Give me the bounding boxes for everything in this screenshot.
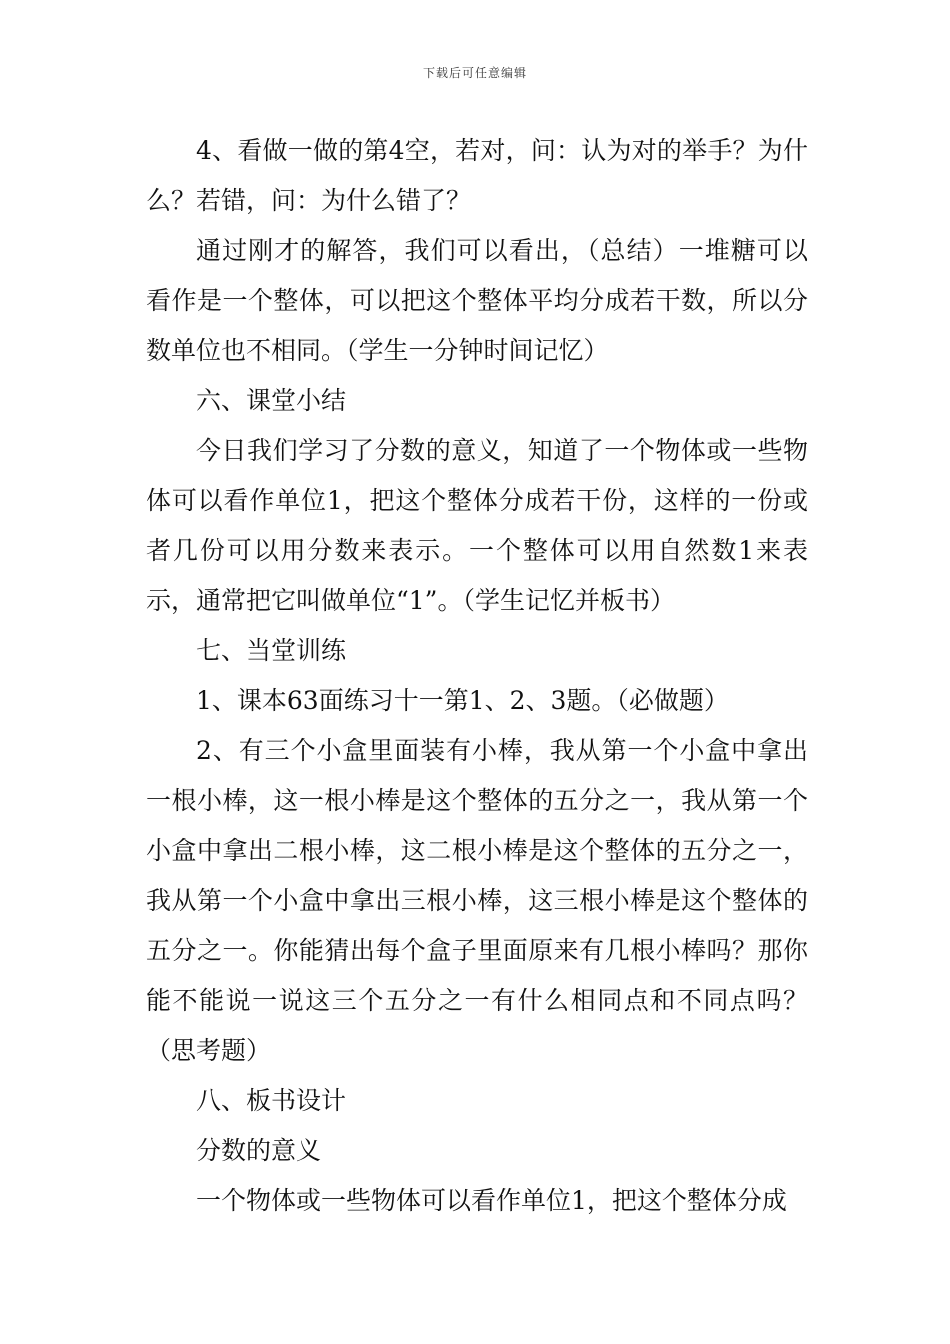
paragraph-question-4: 4、看做一做的第4空，若对，问：认为对的举手？为什么？若错，问：为什么错了？ [146, 136, 808, 215]
section-heading-class-summary: 六、课堂小结 [196, 386, 347, 415]
paragraph-practice-2: 2、有三个小盒里面装有小棒，我从第一个小盒中拿出一根小棒，这一根小棒是这个整体的五分之一，我从第一个小盒中拿出二根小棒，这二根小棒是这个整体的五分之一，我从第一个小盒中拿出三根小棒，这三根小棒是这个整体的五分之一。你能猜出每个盒子里面原来有几根小棒吗？那你能不能说一说这三个五分之一有什么相同点和不同点吗？（思考题） [146, 736, 808, 1065]
board-design-text: 一个物体或一些物体可以看作单位1，把这个整体分成 [196, 1186, 787, 1215]
section-heading-board-design: 八、板书设计 [196, 1086, 347, 1115]
paragraph-practice-1: 1、课本63面练习十一第1、2、3题。（必做题） [196, 686, 729, 715]
board-design-title: 分数的意义 [196, 1136, 322, 1165]
section-heading-practice: 七、当堂训练 [196, 636, 347, 665]
paragraph-class-summary: 今日我们学习了分数的意义，知道了一个物体或一些物体可以看作单位1，把这个整体分成若干份，这样的一份或者几份可以用分数来表示。一个整体可以用自然数1来表示，通常把它叫做单位“1”。（学生记忆并板书） [146, 436, 808, 615]
document-body [146, 126, 808, 1226]
paragraph-summary: 通过刚才的解答，我们可以看出，（总结）一堆糖可以看作是一个整体，可以把这个整体平均分成若干数，所以分数单位也不相同。（学生一分钟时间记忆） [146, 236, 808, 365]
page-header-note: 下载后可任意编辑 [422, 66, 527, 80]
